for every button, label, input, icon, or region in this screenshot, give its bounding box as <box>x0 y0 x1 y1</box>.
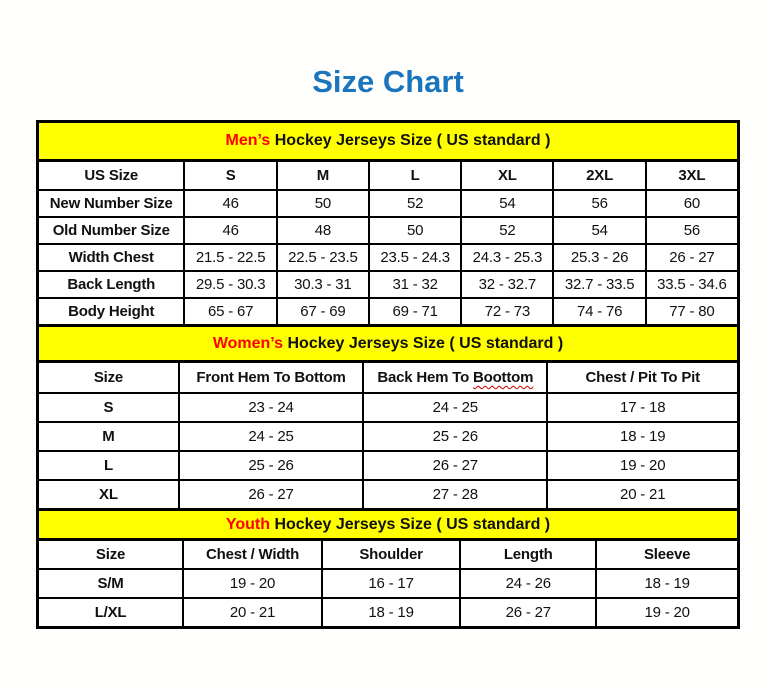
column-header: XL <box>460 162 552 189</box>
column-header: Chest / Pit To Pit <box>546 363 737 392</box>
column-header-misspelled <box>362 363 546 392</box>
column-header: S <box>183 162 275 189</box>
value-cell: 26 - 27 <box>645 245 737 270</box>
youth-banner-highlight: Youth <box>225 515 270 533</box>
table-row <box>39 479 737 508</box>
table-row <box>39 421 737 450</box>
value-cell: 21.5 - 22.5 <box>183 245 275 270</box>
value-cell: 56 <box>645 218 737 243</box>
value-cell: 50 <box>368 218 460 243</box>
row-label: M <box>102 428 115 445</box>
womens-section <box>39 324 737 508</box>
value-cell: 54 <box>460 191 552 216</box>
mens-header-row <box>39 162 737 189</box>
mens-banner <box>39 123 737 162</box>
value-cell: 18 - 19 <box>546 423 737 450</box>
column-header: Size <box>93 369 124 386</box>
value-cell: 22.5 - 23.5 <box>276 245 368 270</box>
value-cell: 52 <box>460 218 552 243</box>
value-cell: 50 <box>276 191 368 216</box>
value-cell: 25 - 26 <box>178 452 362 479</box>
value-cell: 46 <box>183 191 275 216</box>
value-cell: 23.5 - 24.3 <box>368 245 460 270</box>
value-cell: 26 - 27 <box>362 452 546 479</box>
youth-banner <box>39 508 737 541</box>
value-cell: 30.3 - 31 <box>276 272 368 297</box>
value-cell: 19 - 20 <box>595 599 737 626</box>
value-cell: 54 <box>552 218 644 243</box>
row-label: Width Chest <box>68 249 154 266</box>
youth-section <box>39 508 737 626</box>
misspell-prefix: Back Hem To <box>377 369 473 386</box>
value-cell: 26 - 27 <box>459 599 595 626</box>
column-header: Sleeve <box>595 541 737 568</box>
column-header: 3XL <box>645 162 737 189</box>
row-label: Old Number Size <box>52 222 170 239</box>
table-row <box>39 392 737 421</box>
value-cell: 46 <box>183 218 275 243</box>
value-cell: 67 - 69 <box>276 299 368 324</box>
value-cell: 18 - 19 <box>595 570 737 597</box>
column-header: M <box>276 162 368 189</box>
row-label: S <box>103 399 114 416</box>
value-cell: 25 - 26 <box>362 423 546 450</box>
row-label: Back Length <box>67 276 156 293</box>
table-row <box>39 270 737 297</box>
table-row <box>39 297 737 324</box>
column-header: Size <box>95 546 126 563</box>
value-cell: 48 <box>276 218 368 243</box>
value-cell: 24 - 25 <box>178 423 362 450</box>
table-row <box>39 216 737 243</box>
value-cell: 24 - 25 <box>362 394 546 421</box>
column-header: Shoulder <box>321 541 459 568</box>
value-cell: 29.5 - 30.3 <box>183 272 275 297</box>
value-cell: 20 - 21 <box>546 481 737 508</box>
value-cell: 27 - 28 <box>362 481 546 508</box>
page-title: Size Chart <box>312 64 464 99</box>
value-cell: 33.5 - 34.6 <box>645 272 737 297</box>
column-header: Chest / Width <box>182 541 321 568</box>
value-cell: 52 <box>368 191 460 216</box>
value-cell: 65 - 67 <box>183 299 275 324</box>
value-cell: 74 - 76 <box>552 299 644 324</box>
row-label: Body Height <box>68 303 155 320</box>
row-label: XL <box>99 486 118 503</box>
womens-banner-rest: Hockey Jerseys Size ( US standard ) <box>283 334 564 352</box>
mens-banner-highlight: Men’s <box>225 132 271 149</box>
misspell-word: Boottom <box>473 369 534 386</box>
value-cell: 26 - 27 <box>178 481 362 508</box>
value-cell: 32 - 32.7 <box>460 272 552 297</box>
value-cell: 24.3 - 25.3 <box>460 245 552 270</box>
value-cell: 18 - 19 <box>321 599 459 626</box>
youth-banner-rest: Hockey Jerseys Size ( US standard ) <box>270 515 551 533</box>
value-cell: 77 - 80 <box>645 299 737 324</box>
womens-banner-highlight: Women’s <box>212 334 284 352</box>
value-cell: 19 - 20 <box>182 570 321 597</box>
column-header: Front Hem To Bottom <box>178 363 362 392</box>
value-cell: 17 - 18 <box>546 394 737 421</box>
value-cell: 20 - 21 <box>182 599 321 626</box>
table-row <box>39 597 737 626</box>
table-row <box>39 568 737 597</box>
value-cell: 16 - 17 <box>321 570 459 597</box>
column-header: 2XL <box>552 162 644 189</box>
youth-header-row <box>39 541 737 568</box>
womens-header-row <box>39 363 737 392</box>
value-cell: 25.3 - 26 <box>552 245 644 270</box>
value-cell: 56 <box>552 191 644 216</box>
value-cell: 31 - 32 <box>368 272 460 297</box>
value-cell: 24 - 26 <box>459 570 595 597</box>
row-label: New Number Size <box>49 195 173 212</box>
mens-banner-rest: Hockey Jerseys Size ( US standard ) <box>270 132 551 149</box>
table-row <box>39 189 737 216</box>
value-cell: 60 <box>645 191 737 216</box>
row-label: L <box>103 457 113 474</box>
value-cell: 69 - 71 <box>368 299 460 324</box>
value-cell: 19 - 20 <box>546 452 737 479</box>
row-label: S/M <box>97 575 124 592</box>
value-cell: 23 - 24 <box>178 394 362 421</box>
value-cell: 72 - 73 <box>460 299 552 324</box>
row-label: L/XL <box>94 604 127 621</box>
womens-banner <box>39 324 737 363</box>
mens-section <box>39 123 737 324</box>
column-header: L <box>368 162 460 189</box>
column-header: US Size <box>84 167 139 184</box>
table-row <box>39 243 737 270</box>
column-header: Length <box>459 541 595 568</box>
value-cell: 32.7 - 33.5 <box>552 272 644 297</box>
size-chart-table <box>36 120 740 629</box>
table-row <box>39 450 737 479</box>
